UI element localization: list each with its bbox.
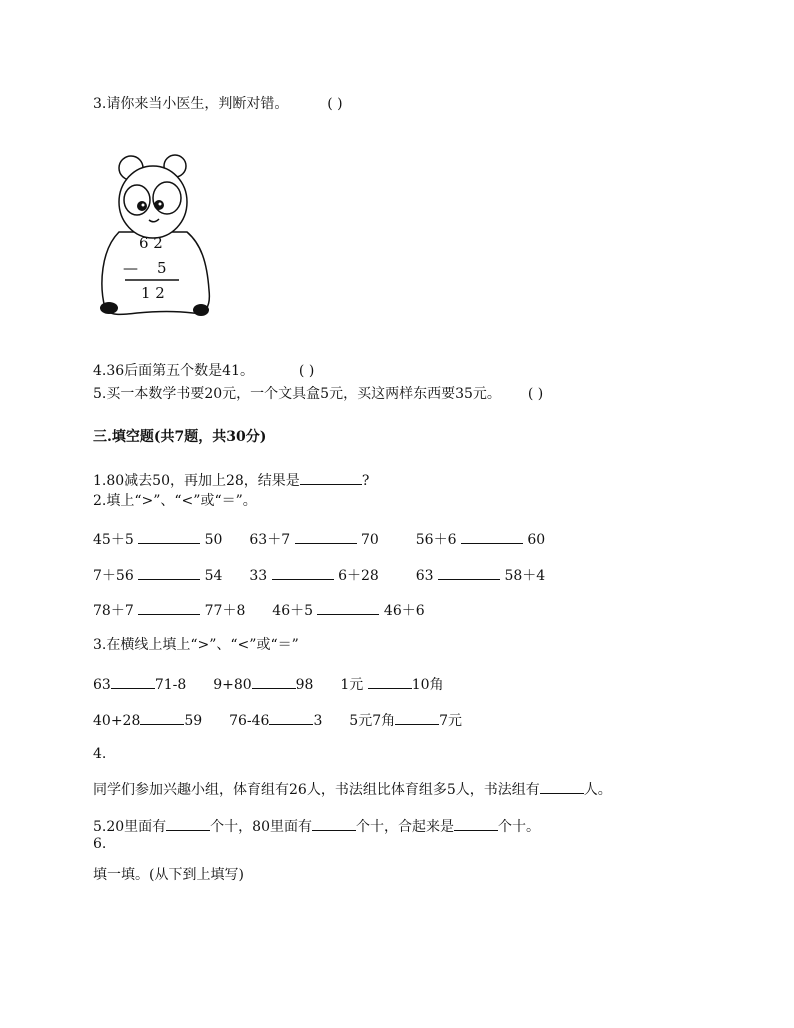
panda-top-number: 6 2	[139, 234, 163, 252]
compare-left: 45＋5	[93, 532, 134, 548]
compare-left: 63	[93, 677, 111, 693]
compare-right: 59	[184, 713, 203, 729]
q5-judge	[93, 385, 543, 403]
q3-answer-paren[interactable]: ( )	[327, 96, 343, 112]
compare-right: 7元	[439, 713, 463, 729]
panda-illustration	[97, 150, 215, 325]
fill4-text: 同学们参加兴趣小组，体育组有26人，书法组比体育组多5人，书法组有	[93, 782, 540, 798]
fill2-row-2	[93, 565, 545, 585]
fill5-text-c: 个十，合起来是	[356, 819, 454, 835]
q3-judge	[93, 95, 343, 113]
compare-blank[interactable]	[395, 710, 439, 725]
fill4-suffix: 人。	[583, 782, 612, 798]
fill5-blank-3[interactable]	[454, 816, 498, 831]
compare-right: 50	[204, 532, 223, 548]
compare-left: 46＋5	[272, 603, 314, 619]
compare-right: 70	[361, 532, 379, 548]
compare-blank[interactable]	[138, 529, 200, 544]
fill5-blank-1[interactable]	[166, 816, 210, 831]
fill-question-4-number: 4.	[93, 746, 107, 762]
compare-right: 46＋6	[383, 603, 425, 619]
fill3-row-2	[93, 710, 462, 730]
compare-blank[interactable]	[461, 529, 523, 544]
fill2-row-1	[93, 529, 545, 549]
compare-right: 54	[204, 568, 223, 584]
compare-left: 33	[249, 568, 268, 584]
compare-right: 60	[527, 532, 546, 548]
compare-left: 56＋6	[415, 532, 457, 548]
compare-right: 98	[295, 677, 314, 693]
fill1-answer-blank[interactable]	[300, 470, 362, 485]
q4-judge	[93, 362, 314, 380]
compare-left: 7＋56	[93, 568, 134, 584]
panda-minus-sign: —	[123, 259, 138, 277]
panda-right-foot	[193, 304, 209, 316]
compare-blank[interactable]	[368, 674, 412, 689]
compare-left: 1元	[340, 677, 364, 693]
panda-result: 1 2	[141, 284, 165, 302]
section-title: 三.填空题(共7题，共30分)	[93, 429, 267, 445]
fill1-text: 1.80减去50，再加上28，结果是	[93, 473, 300, 489]
fill5-text-a: 5.20里面有	[93, 819, 167, 835]
compare-right: 6＋28	[338, 568, 379, 584]
compare-left: 63	[415, 568, 434, 584]
compare-left: 5元7角	[349, 713, 396, 729]
q5-answer-paren[interactable]: ( )	[527, 386, 544, 402]
fill3-row-1	[93, 674, 444, 694]
compare-blank[interactable]	[269, 710, 313, 725]
compare-left: 9+80	[213, 677, 252, 693]
fill-question-1	[93, 470, 369, 490]
fill2-row-3	[93, 600, 425, 620]
compare-blank[interactable]	[111, 674, 155, 689]
compare-right: 71-8	[154, 677, 187, 693]
compare-left: 76-46	[229, 713, 270, 729]
compare-left: 63＋7	[249, 532, 291, 548]
compare-blank[interactable]	[272, 565, 334, 580]
fill-question-6: 填一填。(从下到上填写)	[93, 867, 244, 883]
fill-question-6-number: 6.	[93, 836, 107, 852]
compare-right: 3	[313, 713, 323, 729]
q5-text: 5.买一本数学书要20元，一个文具盒5元，买这两样东西要35元。	[93, 386, 501, 402]
panda-subtrahend: 5	[157, 259, 167, 277]
q3-text: 3.请你来当小医生，判断对错。	[93, 96, 289, 112]
fill-question-5	[93, 816, 540, 836]
fill5-blank-2[interactable]	[312, 816, 356, 831]
q4-answer-paren[interactable]: ( )	[298, 363, 315, 379]
compare-blank[interactable]	[252, 674, 296, 689]
compare-blank[interactable]	[140, 710, 184, 725]
compare-blank[interactable]	[295, 529, 357, 544]
compare-left: 40+28	[93, 713, 141, 729]
compare-right: 10角	[411, 677, 444, 693]
compare-blank[interactable]	[317, 600, 379, 615]
panda-left-foot	[100, 302, 118, 314]
compare-blank[interactable]	[138, 565, 200, 580]
q4-text: 4.36后面第五个数是41。	[93, 363, 254, 379]
fill4-answer-blank[interactable]	[540, 779, 584, 794]
fill5-text-b: 个十，80里面有	[210, 819, 312, 835]
fill-question-4	[93, 779, 612, 799]
fill5-text-d: 个十。	[498, 819, 540, 835]
compare-right: 77＋8	[204, 603, 246, 619]
compare-blank[interactable]	[438, 565, 500, 580]
fill-question-3: 3.在横线上填上“>”、“<”或“＝”	[93, 637, 299, 653]
compare-right: 58＋4	[504, 568, 546, 584]
fill-question-2: 2.填上“>”、“<”或“＝”。	[93, 493, 257, 509]
fill1-suffix: ?	[361, 473, 370, 489]
compare-left: 78＋7	[93, 603, 134, 619]
compare-blank[interactable]	[138, 600, 200, 615]
